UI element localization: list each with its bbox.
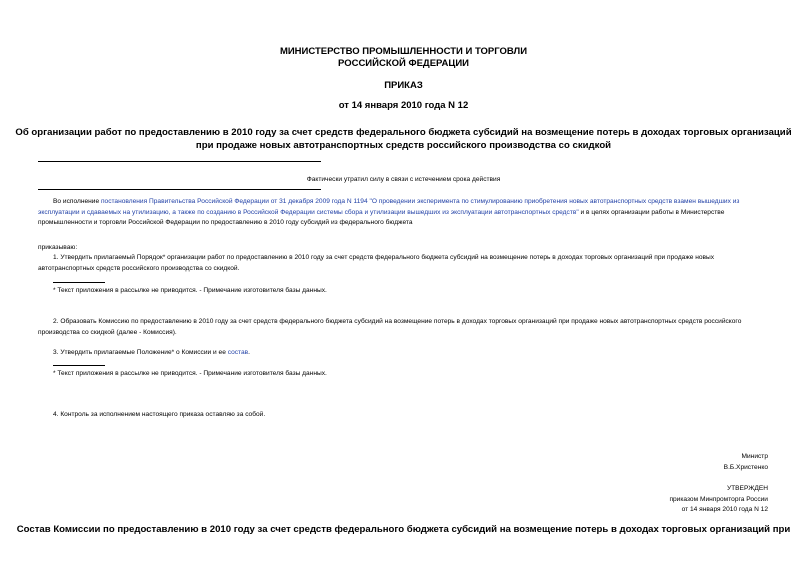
preamble-paragraph <box>38 197 770 229</box>
order-word: приказываю: <box>38 244 78 251</box>
signature-position: Министр <box>741 453 768 460</box>
footnote-divider-2 <box>53 365 105 366</box>
status-note: Фактически утратил силу в связи с истечением срока действия <box>306 176 501 183</box>
ministry-name-line1: МИНИСТЕРСТВО ПРОМЫШЛЕННОСТИ И ТОРГОВЛИ <box>279 46 528 57</box>
composition-link[interactable]: состав <box>227 349 249 356</box>
approval-line1: УТВЕРЖДЕН <box>726 485 768 492</box>
footnote-1: * Текст приложения в рассылке не приводится. - Примечание изготовителя базы данных. <box>53 287 327 294</box>
item-3-suffix: . <box>248 349 251 356</box>
item-3 <box>38 348 770 359</box>
preamble-prefix: Во исполнение <box>53 198 101 205</box>
doc-date: от 14 января 2010 года N 12 <box>338 100 469 111</box>
signature-block <box>468 452 768 473</box>
item-4: 4. Контроль за исполнением настоящего приказа оставляю за собой. <box>53 411 266 418</box>
footnote-divider-1 <box>53 282 105 283</box>
approval-line2: приказом Минпромторга России <box>669 495 768 503</box>
approval-block <box>468 484 768 516</box>
doc-title-line2: при продаже новых автотранспортных средств российского производства со скидкой <box>195 139 612 151</box>
preamble-suffix: и в целях организации работы в Министерстве промышленности и торговли Российской Федерации по предоставлению в 2010 году субсидий из федерального бюджета <box>38 208 725 226</box>
signature-name: В.Б.Христенко <box>723 463 768 471</box>
footnote-2: * Текст приложения в рассылке не приводится. - Примечание изготовителя базы данных. <box>53 370 327 377</box>
item-1: 1. Утвердить прилагаемый Порядок* организации работ по предоставлению в 2010 году за счет средств федерального бюджета субсидий на возмещение потерь в доходах торговых организаций при продаже новых автотранспортных средств российского производства со скидкой. <box>38 254 715 272</box>
item-2: 2. Образовать Комиссию по предоставлению в 2010 году за счет средств федерального бюджета субсидий на возмещение потерь в доходах торговых организаций при продаже новых автотранспортных средств российского производства со скидкой (далее - Комиссия). <box>38 318 742 336</box>
divider-bottom <box>38 189 321 190</box>
government-decree-link[interactable]: постановления Правительства Российской Федерации от 31 декабря 2009 года N 1194 "О проведении эксперимента по стимулированию приобретения новых автотранспортных средств взамен вышедших из эксплуатации и сдаваемых на утилизацию, а также по созданию в Российской Федерации системы сбора и утилизации вышедших из эксплуатации автотранспортных средств" <box>38 198 740 216</box>
ministry-name-line2: РОССИЙСКОЙ ФЕДЕРАЦИИ <box>337 58 469 69</box>
doc-type: ПРИКАЗ <box>384 80 423 91</box>
divider-top <box>38 161 321 162</box>
approval-line3: от 14 января 2010 года N 12 <box>681 506 768 514</box>
doc-title-line1: Об организации работ по предоставлению в 2010 году за счет средств федерального бюджета субсидий на возмещение потерь в доходах торговых организаций <box>15 127 792 138</box>
composition-title: Состав Комиссии по предоставлению в 2010 году за счет средств федерального бюджета субсидий на возмещение потерь в доходах торговых организаций при <box>16 524 791 535</box>
item-3-prefix: 3. Утвердить прилагаемые Положение* о Комиссии и ее <box>53 349 228 356</box>
doc-title <box>0 127 807 152</box>
